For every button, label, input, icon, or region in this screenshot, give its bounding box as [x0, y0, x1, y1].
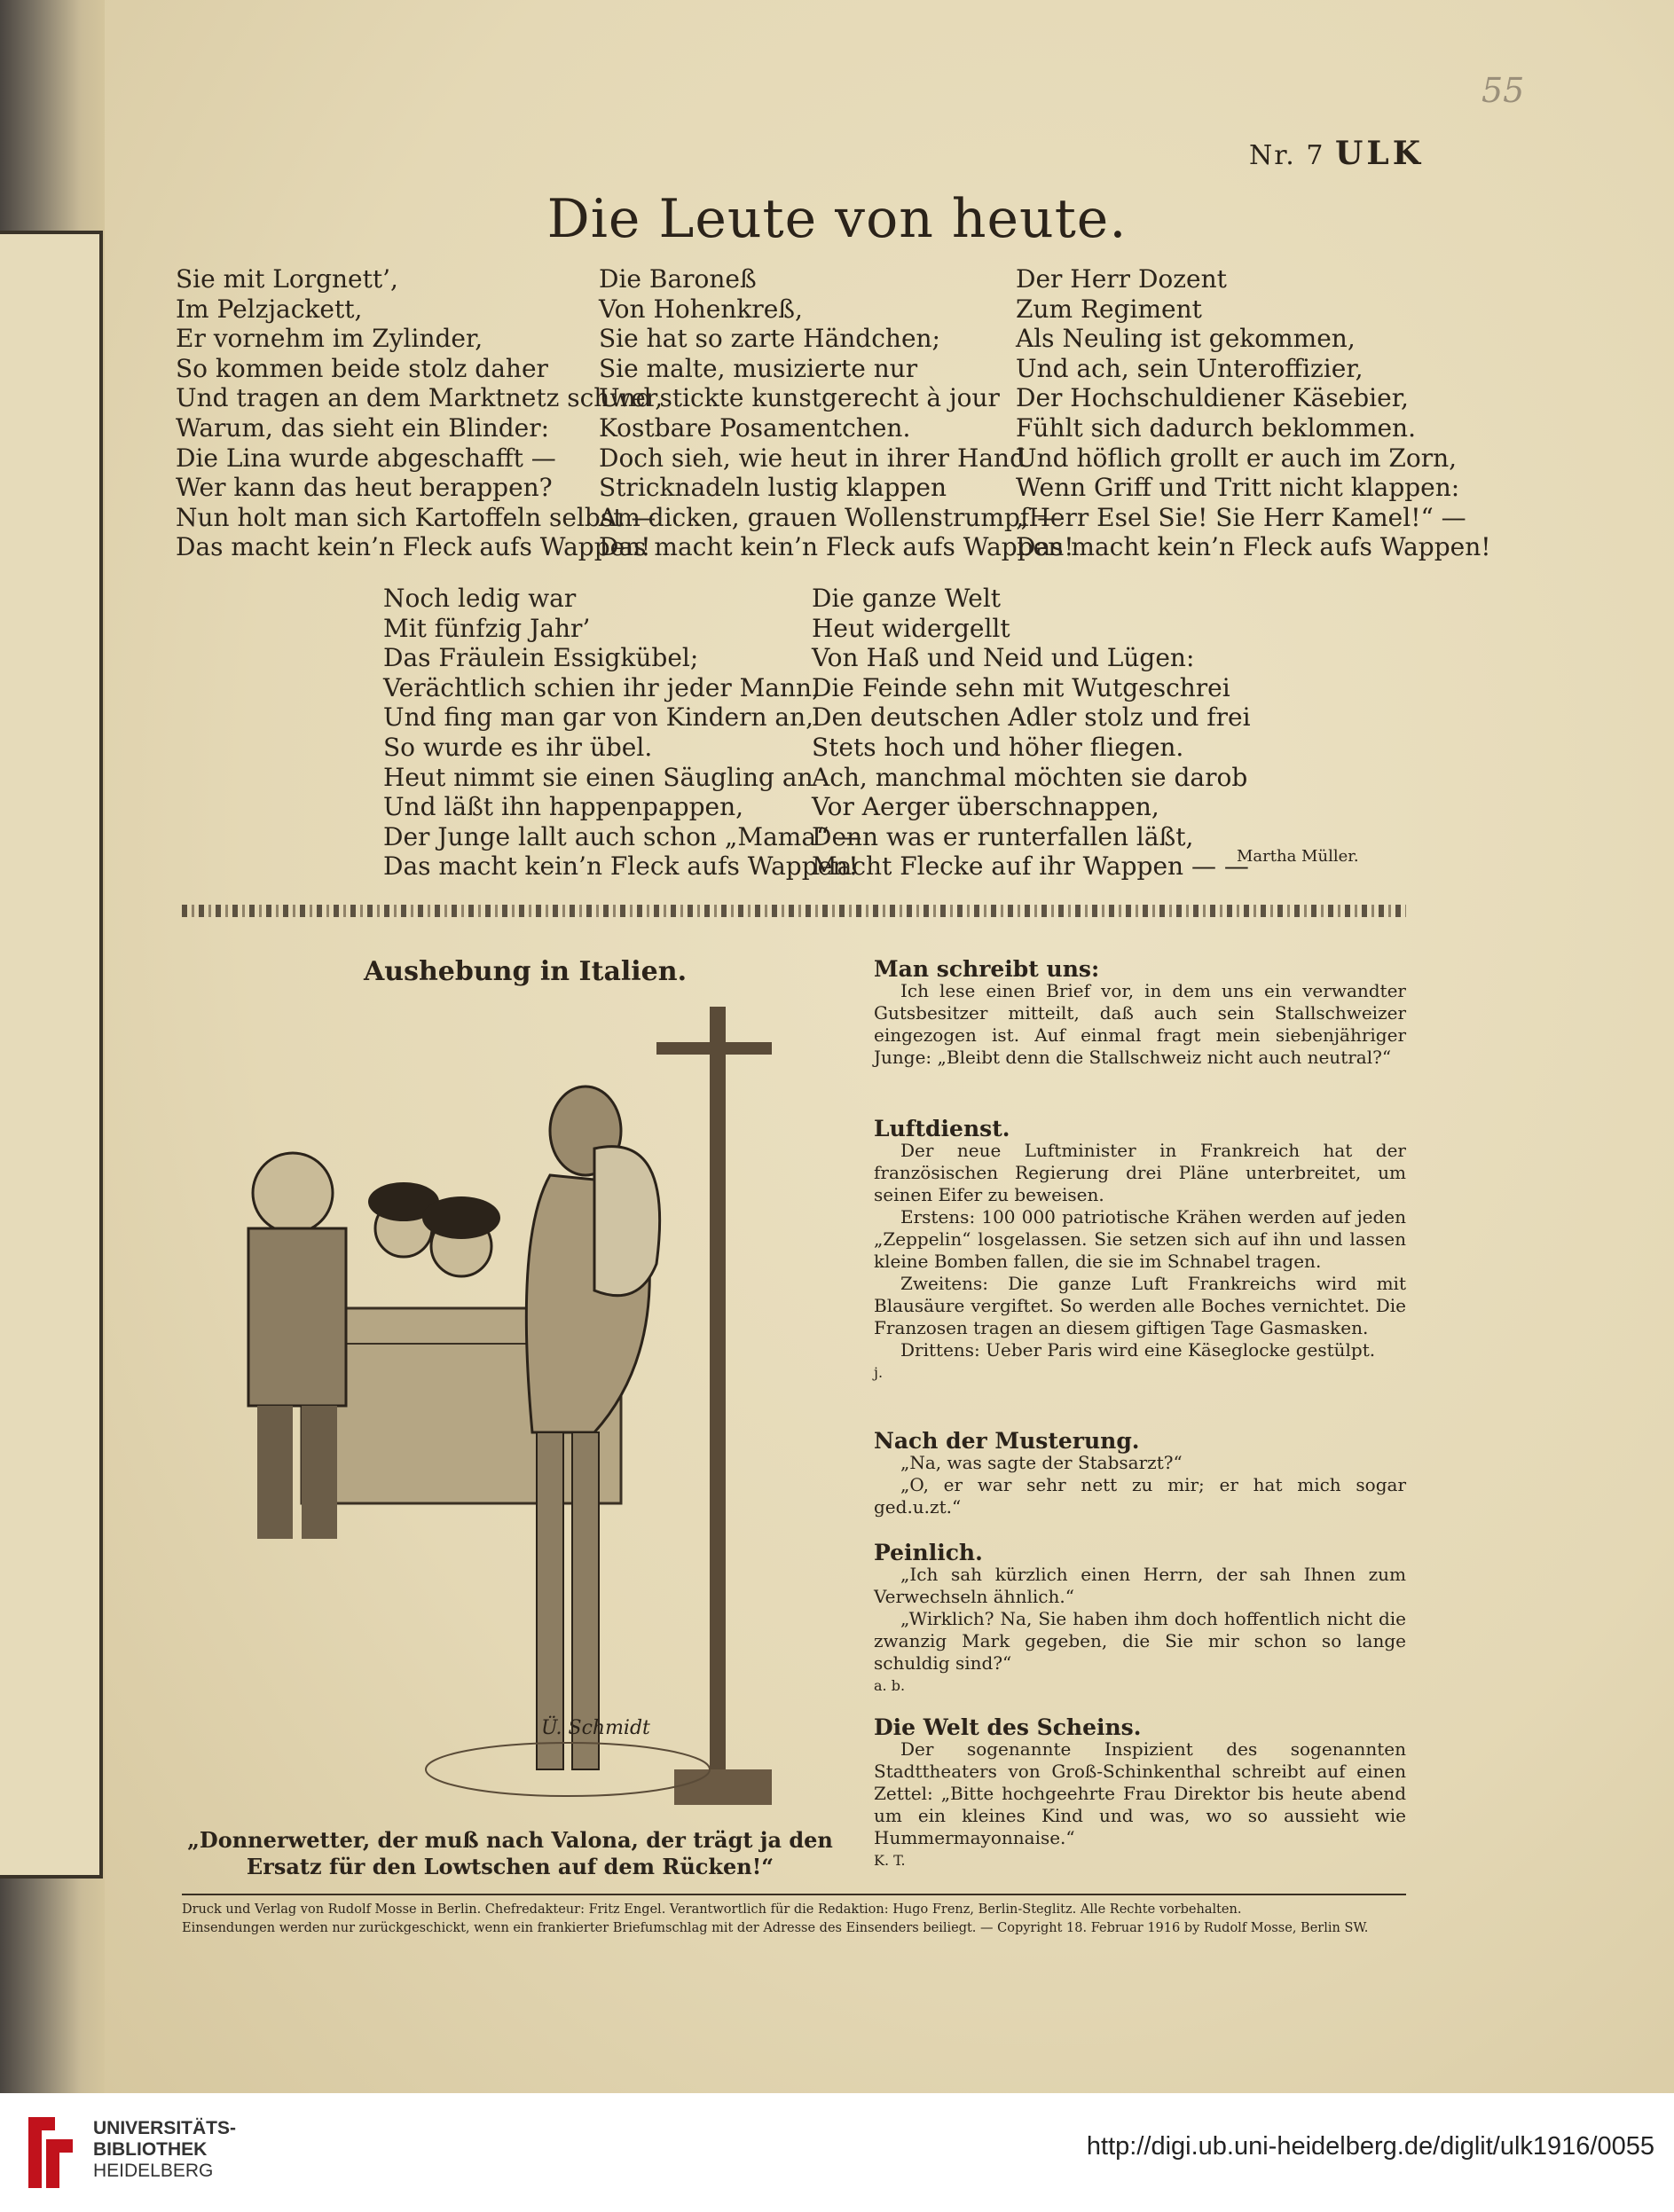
journal-name: ULK	[1335, 135, 1425, 172]
facing-page-frame	[0, 231, 103, 1879]
article-signature: K. T.	[874, 1852, 906, 1869]
article-paragraph: „Ich sah kürzlich einen Herrn, der sah Ihnen zum Verwechseln ähnlich.“	[874, 1564, 1406, 1607]
illustration-title: Aushebung in Italien.	[364, 956, 688, 987]
book-spine	[0, 0, 115, 2093]
article-signature: a. b.	[874, 1677, 906, 1694]
library-name-line: HEIDELBERG	[93, 2161, 214, 2181]
university-library-logo-icon	[20, 2108, 82, 2197]
poem-stanza-5: Die ganze Welt Heut widergellt Von Haß und Neid und Lügen: Die Feinde sehn mit Wutgeschrei Den deutschen Adler stolz und frei Stets hoch und höher fliegen. Ach, manchmal möchten sie darob Vor Aerger überschnappen, Denn was er runterfallen läßt, Macht Flecke auf ihr Wappen — —	[812, 584, 1251, 882]
article-paragraph: „Wirklich? Na, Sie haben ihm doch hoffentlich nicht die zwanzig Mark gegeben, die Sie mir schon so lange schuldig sind?“	[874, 1608, 1406, 1674]
measuring-arm	[656, 1042, 772, 1055]
article-heading: Peinlich.	[874, 1540, 983, 1565]
poem-stanza-4: Noch ledig war Mit fünfzig Jahr’ Das Fräulein Essigkübel; Verächtlich schien ihr jeder Mann, Und fing man gar von Kindern an, So wurde es ihr übel. Heut nimmt sie einen Säugling an Und läßt ihn happenpappen, Der Junge lallt auch schon „Mama“ — Das macht kein’n Fleck aufs Wappen!	[383, 584, 862, 882]
article-signature: j.	[874, 1364, 884, 1381]
source-url-link[interactable]: http://digi.ub.uni-heidelberg.de/diglit/ulk1916/0055	[1086, 2132, 1654, 2161]
article-heading: Nach der Musterung.	[874, 1428, 1140, 1454]
article-2	[874, 1118, 1406, 1384]
article-4	[874, 1541, 1406, 1697]
article-5	[874, 1716, 1406, 1871]
article-3	[874, 1430, 1406, 1518]
issue-number: Nr. 7	[1249, 140, 1325, 171]
article-paragraph: „O, er war sehr nett zu mir; er hat mich sogar ged.u.zt.“	[874, 1474, 1406, 1518]
article-paragraph: Ich lese einen Brief vor, in dem uns ein verwandter Gutsbesitzer mitteilt, daß auch sein Stallschweizer eingezogen ist. Auf einmal fragt mein siebenjähriger Junge: „Bleibt denn die Stallschweiz nicht auch neutral?“	[874, 980, 1406, 1068]
article-heading: Die Welt des Scheins.	[874, 1714, 1142, 1740]
illustration-caption: „Donnerwetter, der muß nach Valona, der trägt ja den Ersatz für den Lowtschen auf dem Rücken!“	[187, 1827, 833, 1879]
poem-stanza-3: Der Herr Dozent Zum Regiment Als Neuling ist gekommen, Und ach, sein Unteroffizier, Der Hochschuldiener Käsebier, Fühlt sich dadurch beklommen. Und höflich grollt er auch im Zorn, Wenn Griff und Tritt nicht klappen: „Herr Esel Sie! Sie Herr Kamel!“ — Das macht kein’n Fleck aufs Wappen!	[1016, 264, 1491, 562]
artist-signature: Ü. Schmidt	[541, 1717, 650, 1739]
article-paragraph: „Na, was sagte der Stabsarzt?“	[900, 1452, 1183, 1473]
handwritten-page-number: 55	[1481, 71, 1525, 110]
masthead	[1249, 135, 1424, 172]
article-paragraph: Erstens: 100 000 patriotische Krähen werden auf jeden „Zeppelin“ losgelassen. Sie setzen sich auf ihn und lassen kleine Bomben fallen, die sie im Schnabel tragen.	[874, 1206, 1406, 1272]
poem-author: Martha Müller.	[1237, 847, 1359, 866]
officer-head	[253, 1153, 333, 1233]
imprint-line-1: Druck und Verlag von Rudolf Mosse in Berlin. Chefredakteur: Fritz Engel. Verantwortlich für die Redaktion: Hugo Frenz, Berlin-Steglitz. Alle Rechte vorbehalten.	[182, 1902, 1242, 1917]
article-paragraph: Der sogenannte Inspizient des sogenannten Stadttheaters von Groß-Schinkenthal schreibt auf einen Zettel: „Bitte hochgeehrte Frau Direktor bis heute abend um ein kleines Kind und was, wo so aussieht wie Hummermayonnaise.“	[874, 1738, 1406, 1848]
poem-stanza-1: Sie mit Lorgnett’, Im Pelzjackett, Er vornehm im Zylinder, So kommen beide stolz daher Und tragen an dem Marktnetz schwer, Warum, das sieht ein Blinder: Die Lina wurde abgeschafft — Wer kann das heut berappen? Nun holt man sich Kartoffeln selbst — Das macht kein’n Fleck aufs Wappen!	[176, 264, 664, 562]
recruit-hump	[594, 1147, 660, 1296]
article-heading: Luftdienst.	[874, 1116, 1010, 1141]
library-name-line: UNIVERSITÄTS-	[93, 2118, 237, 2138]
poem-title: Die Leute von heute.	[546, 188, 1128, 250]
library-name-line: BIBLIOTHEK	[93, 2139, 208, 2160]
cartoon-illustration	[177, 971, 852, 1814]
article-paragraph: Der neue Luftminister in Frankreich hat der französischen Regierung drei Pläne unterbreitet, um seinen Eifer zu beweisen.	[874, 1140, 1406, 1205]
article-paragraph: Drittens: Ueber Paris wird eine Käseglocke gestülpt.	[900, 1339, 1376, 1361]
measuring-base	[674, 1769, 772, 1805]
measuring-post	[710, 1007, 726, 1769]
imprint	[182, 1894, 1406, 1938]
imprint-line-2: Einsendungen werden nur zurückgeschickt, wenn ein frankierter Briefumschlag mit der Adresse des Einsenders beiliegt. — Copyright 18. Februar 1916 by Rudolf Mosse, Berlin SW.	[182, 1921, 1369, 1935]
poem-stanza-2: Die Baroneß Von Hohenkreß, Sie hat so zarte Händchen; Sie malte, musizierte nur Und stickte kunstgerecht à jour Kostbare Posamentchen. Doch sieh, wie heut in ihrer Hand Stricknadeln lustig klappen Am dicken, grauen Wollenstrumpf — Das macht kein’n Fleck aufs Wappen!	[599, 264, 1074, 562]
article-heading: Man schreibt uns:	[874, 956, 1100, 982]
ornamental-divider	[182, 905, 1406, 917]
article-1	[874, 958, 1406, 1069]
library-name	[93, 2118, 236, 2182]
article-paragraph: Zweitens: Die ganze Luft Frankreichs wird mit Blausäure vergiftet. So werden alle Boches vernichtet. Die Franzosen tragen an diesem giftigen Tage Gasmasken.	[874, 1273, 1406, 1338]
